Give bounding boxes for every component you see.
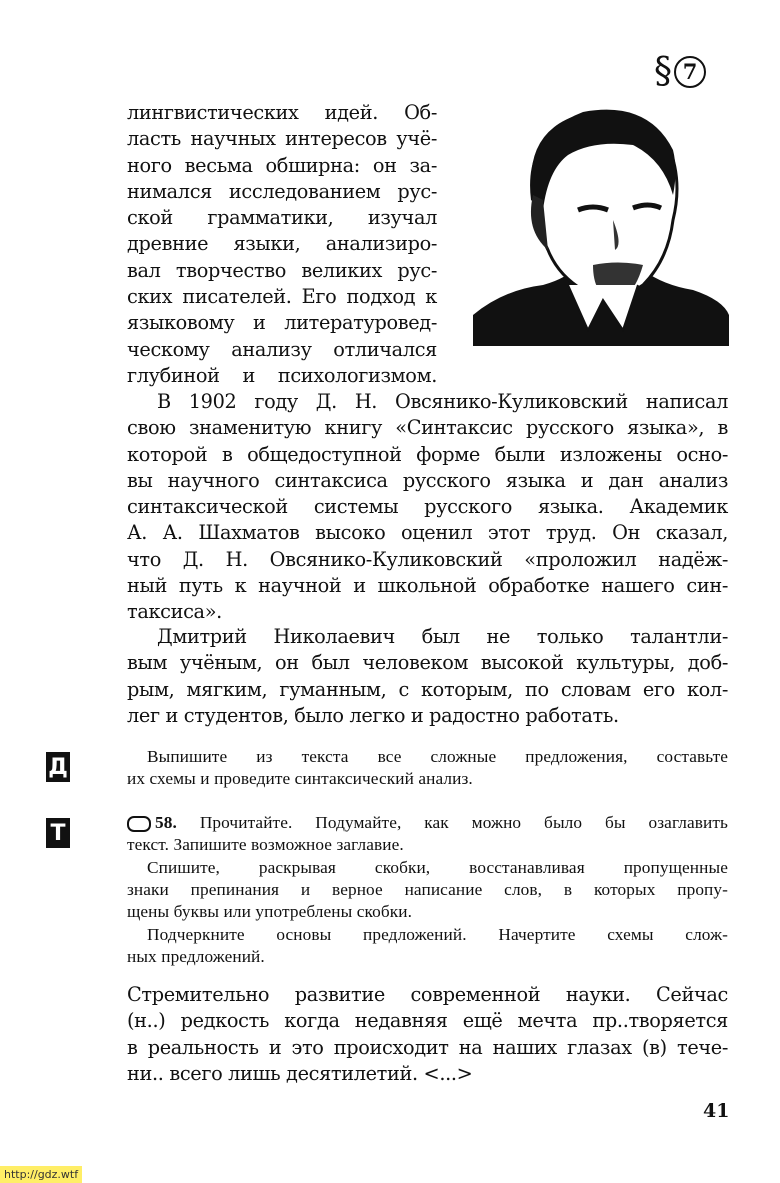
text-line: синтаксической системы русского языка. Академик bbox=[127, 495, 728, 519]
section-marker bbox=[654, 52, 706, 92]
task-t-marker-icon: Т bbox=[46, 818, 70, 848]
portrait-image bbox=[473, 100, 729, 346]
text-line: которой в общедоступной форме были изложены осно- bbox=[127, 442, 728, 466]
text-line: Выпишите из текста все сложные предложения, составьте bbox=[147, 747, 728, 766]
text-line: их схемы и проведите синтаксический анализ. bbox=[127, 769, 473, 788]
exercise-text bbox=[127, 982, 728, 1087]
text-line: Дмитрий Николаевич был не только талантли- bbox=[157, 625, 728, 648]
text-line: лингвистических идей. Об- bbox=[127, 101, 437, 124]
text-line: ный путь к научной и школьной обработке нашего син- bbox=[127, 574, 728, 598]
text-line: ни.. всего лишь десятилетий. <...> bbox=[127, 1061, 473, 1085]
text-line: глубиной и психологизмом. bbox=[127, 363, 437, 387]
task-d-marker-icon: Д bbox=[46, 752, 70, 782]
text-line: ласть научных интересов учё- bbox=[127, 127, 437, 151]
exercise-number: 58. bbox=[155, 813, 177, 832]
text-line: ного весьма обширна: он за- bbox=[127, 153, 437, 177]
text-line: ных предложений. bbox=[127, 947, 265, 966]
biography-column-text bbox=[127, 100, 437, 389]
text-line: Стремительно развитие современной науки. Сейчас bbox=[127, 983, 728, 1006]
watermark-link[interactable]: http://gdz.wtf bbox=[0, 1166, 82, 1183]
text-line: знаки препинания и верное написание слов, в которых пропу- bbox=[127, 880, 728, 899]
text-line: ских писателей. Его подход к bbox=[127, 285, 437, 309]
task-d bbox=[127, 746, 728, 790]
text-line bbox=[127, 812, 728, 834]
text-line: (н..) редкость когда недавняя ещё мечта пр..творяется bbox=[127, 1009, 728, 1033]
text-line: В 1902 году Д. Н. Овсянико-Куликовский написал bbox=[157, 390, 728, 413]
text-line: языковому и литературовед- bbox=[127, 311, 437, 335]
text-line: ской грамматики, изучал bbox=[127, 206, 437, 230]
page-number: 41 bbox=[703, 1100, 730, 1122]
text-line: вым учёным, он был человеком высокой культуры, доб- bbox=[127, 651, 728, 675]
text-line: вы научного синтаксиса русского языка и дан анализ bbox=[127, 468, 728, 492]
text-line: ческому анализу отличался bbox=[127, 337, 437, 361]
text-line: Спишите, раскрывая скобки, восстанавливая пропущенные bbox=[147, 858, 728, 877]
text-line: таксиса». bbox=[127, 600, 222, 624]
text-line: щены буквы или употреблены скобки. bbox=[127, 902, 413, 921]
text-line: Подчеркните основы предложений. Начертите схемы слож- bbox=[147, 925, 728, 944]
section-symbol: § bbox=[654, 51, 672, 92]
task-text: Прочитайте. Подумайте, как можно было бы озаглавить bbox=[199, 813, 728, 832]
text-line: текст. Запишите возможное заглавие. bbox=[127, 835, 404, 854]
paragraph-2 bbox=[127, 389, 728, 626]
speech-bubble-icon bbox=[127, 816, 151, 832]
text-line: свою знаменитую книгу «Синтаксис русского языка», в bbox=[127, 416, 728, 440]
text-line: А. А. Шахматов высоко оценил этот труд. Он сказал, bbox=[127, 521, 728, 545]
text-line: рым, мягким, гуманным, с которым, по словам его кол- bbox=[127, 677, 728, 701]
text-line: что Д. Н. Овсянико-Куликовский «проложил надёж- bbox=[127, 547, 728, 571]
text-line: нимался исследованием рус- bbox=[127, 179, 437, 203]
section-number: 7 bbox=[674, 56, 706, 88]
text-line: древние языки, анализиро- bbox=[127, 232, 437, 256]
text-line: вал творчество великих рус- bbox=[127, 258, 437, 282]
task-58 bbox=[127, 812, 728, 968]
text-line: лег и студентов, было легко и радостно работать. bbox=[127, 703, 619, 727]
text-line: в реальность и это происходит на наших глазах (в) тече- bbox=[127, 1035, 728, 1059]
paragraph-3 bbox=[127, 624, 728, 729]
